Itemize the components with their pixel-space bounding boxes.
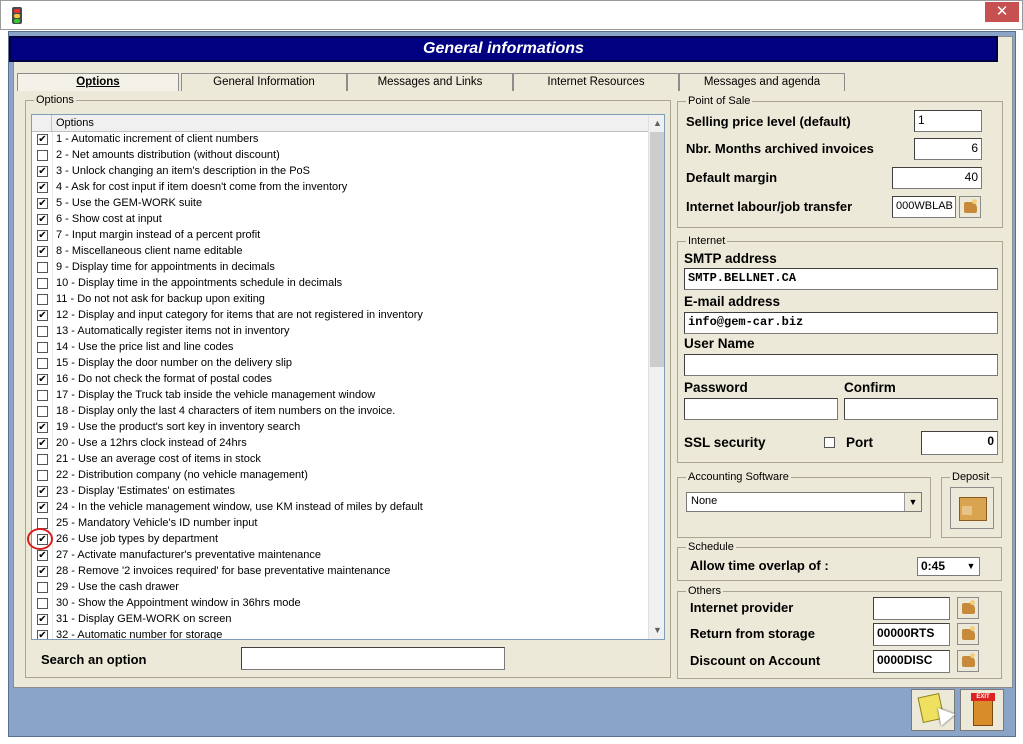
option-label: 24 - In the vehicle management window, use KM instead of miles by default [56, 501, 423, 513]
column-divider [52, 372, 53, 388]
overlap-value: 0:45 [921, 559, 946, 573]
column-divider [52, 452, 53, 468]
username-label: User Name [684, 336, 755, 351]
password-field[interactable] [684, 398, 838, 420]
option-label: 31 - Display GEM-WORK on screen [56, 613, 232, 625]
column-divider [52, 196, 53, 212]
column-divider [52, 164, 53, 180]
tab-bar [17, 73, 857, 91]
option-label: 6 - Show cost at input [56, 213, 162, 225]
option-label: 20 - Use a 12hrs clock instead of 24hrs [56, 437, 247, 449]
option-label: 4 - Ask for cost input if item doesn't come from the inventory [56, 181, 348, 193]
list-item[interactable] [32, 308, 648, 324]
list-item[interactable] [32, 180, 648, 196]
discount-lookup-button[interactable] [957, 650, 979, 672]
column-divider [52, 180, 53, 196]
option-label: 10 - Display time in the appointments schedule in decimals [56, 277, 343, 289]
option-checkbox[interactable]: ✔ [38, 550, 47, 561]
column-divider [52, 356, 53, 372]
option-checkbox[interactable] [37, 342, 48, 353]
list-item[interactable] [32, 148, 648, 164]
discount-label: Discount on Account [690, 653, 821, 668]
list-item[interactable] [32, 164, 648, 180]
ssl-label: SSL security [684, 435, 766, 450]
pointing-hand-icon [962, 629, 975, 640]
list-item[interactable] [32, 244, 648, 260]
column-divider [52, 276, 53, 292]
option-label: 16 - Do not check the format of postal codes [56, 373, 272, 385]
username-field[interactable] [684, 354, 998, 376]
tab-options[interactable]: Options [17, 73, 179, 91]
accounting-software-select[interactable] [686, 492, 922, 512]
option-label: 8 - Miscellaneous client name editable [56, 245, 243, 257]
column-divider [52, 308, 53, 324]
tab-general-information[interactable]: General Information [181, 73, 347, 91]
column-divider [52, 500, 53, 516]
list-item[interactable] [32, 260, 648, 276]
password-label: Password [684, 380, 748, 395]
option-label: 14 - Use the price list and line codes [56, 341, 234, 353]
option-checkbox[interactable]: ✔ [38, 438, 47, 449]
list-item[interactable] [32, 212, 648, 228]
option-checkbox[interactable]: ✔ [38, 502, 47, 513]
list-item[interactable] [32, 484, 648, 500]
column-divider [52, 516, 53, 532]
email-label: E-mail address [684, 294, 781, 309]
ssl-checkbox[interactable] [824, 437, 835, 448]
option-checkbox[interactable] [37, 598, 48, 609]
column-divider [52, 596, 53, 612]
option-checkbox[interactable]: ✔ [38, 166, 47, 177]
window-titlebar [0, 0, 1023, 30]
option-checkbox[interactable]: ✔ [38, 422, 47, 433]
option-checkbox[interactable]: ✔ [38, 246, 47, 257]
list-item[interactable] [32, 196, 648, 212]
options-column-header: Options [56, 117, 94, 129]
option-checkbox[interactable] [37, 390, 48, 401]
selling-price-field[interactable]: 1 [914, 110, 982, 132]
provider-field[interactable] [873, 597, 950, 620]
list-item[interactable] [32, 388, 648, 404]
list-item[interactable] [32, 564, 648, 580]
pointing-hand-icon [964, 202, 977, 213]
column-divider [52, 292, 53, 308]
close-button[interactable]: ✕ [985, 2, 1019, 22]
box-icon [959, 497, 987, 521]
provider-label: Internet provider [690, 600, 794, 615]
schedule-legend: Schedule [688, 541, 734, 553]
column-divider [52, 580, 53, 596]
option-label: 5 - Use the GEM-WORK suite [56, 197, 203, 209]
chevron-down-icon: ▼ [963, 558, 979, 575]
scroll-down-icon[interactable]: ▼ [653, 625, 662, 635]
option-checkbox[interactable]: ✔ [38, 230, 47, 241]
option-checkbox[interactable] [37, 358, 48, 369]
list-item[interactable] [32, 596, 648, 612]
overlap-select[interactable] [917, 557, 980, 576]
option-checkbox[interactable]: ✔ [38, 310, 47, 321]
column-divider [52, 404, 53, 420]
column-divider [52, 420, 53, 436]
list-item[interactable] [32, 500, 648, 516]
option-checkbox[interactable] [37, 470, 48, 481]
column-divider [52, 388, 53, 404]
option-checkbox[interactable] [37, 454, 48, 465]
highlight-circle [27, 528, 53, 550]
chevron-down-icon: ▼ [904, 493, 921, 511]
overlap-label: Allow time overlap of : [690, 558, 829, 573]
options-list [31, 114, 665, 640]
list-item[interactable] [32, 548, 648, 564]
labour-transfer-lookup-button[interactable] [959, 196, 981, 218]
pointing-hand-icon [962, 656, 975, 667]
confirm-label: Confirm [844, 380, 896, 395]
search-input[interactable] [241, 647, 505, 670]
column-divider [52, 340, 53, 356]
option-checkbox[interactable] [37, 262, 48, 273]
option-label: 21 - Use an average cost of items in stock [56, 453, 261, 465]
list-item[interactable] [32, 468, 648, 484]
provider-lookup-button[interactable] [957, 597, 979, 619]
column-divider [52, 324, 53, 340]
port-label: Port [846, 435, 873, 450]
option-label: 2 - Net amounts distribution (without discount) [56, 149, 280, 161]
save-button[interactable] [911, 689, 955, 731]
smtp-label: SMTP address [684, 251, 777, 266]
option-label: 7 - Input margin instead of a percent profit [56, 229, 261, 241]
column-divider [52, 436, 53, 452]
exit-sign: EXIT [971, 693, 995, 701]
list-item[interactable] [32, 324, 648, 340]
column-divider [52, 484, 53, 500]
list-item[interactable] [32, 612, 648, 628]
option-label: 18 - Display only the last 4 characters of item numbers on the invoice. [56, 405, 396, 417]
options-scrollbar[interactable] [648, 115, 665, 639]
option-checkbox[interactable] [37, 582, 48, 593]
storage-field[interactable]: 00000RTS [873, 623, 950, 646]
column-divider [52, 212, 53, 228]
option-checkbox[interactable]: ✔ [38, 566, 47, 577]
accounting-legend: Accounting Software [688, 471, 789, 483]
option-label: 1 - Automatic increment of client numbers [56, 133, 259, 145]
tab-messages-and-links[interactable]: Messages and Links [347, 73, 513, 91]
options-group-legend: Options [36, 94, 74, 106]
tab-messages-and-agenda[interactable]: Messages and agenda [679, 73, 845, 91]
discount-field[interactable]: 0000DISC [873, 650, 950, 673]
email-field[interactable]: info@gem-car.biz [684, 312, 998, 334]
list-item[interactable] [32, 356, 648, 372]
column-divider [52, 132, 53, 148]
column-divider [52, 628, 53, 640]
list-item[interactable] [32, 132, 648, 148]
option-checkbox[interactable] [37, 294, 48, 305]
option-checkbox[interactable]: ✔ [38, 374, 47, 385]
option-label: 13 - Automatically register items not in inventory [56, 325, 290, 337]
option-label: 9 - Display time for appointments in decimals [56, 261, 275, 273]
default-margin-label: Default margin [686, 170, 778, 185]
option-checkbox[interactable]: ✔ [38, 630, 47, 640]
list-item[interactable] [32, 292, 648, 308]
option-checkbox[interactable] [37, 326, 48, 337]
port-field[interactable]: 0 [921, 431, 998, 455]
months-archived-label: Nbr. Months archived invoices [686, 141, 874, 156]
storage-lookup-button[interactable] [957, 623, 979, 645]
options-list-header [32, 115, 648, 132]
exit-button[interactable] [960, 689, 1004, 731]
storage-label: Return from storage [690, 626, 815, 641]
option-label: 26 - Use job types by department [56, 533, 219, 545]
option-label: 15 - Display the door number on the delivery slip [56, 357, 293, 369]
option-label: 28 - Remove '2 invoices required' for base preventative maintenance [56, 565, 391, 577]
page-title: General informations [9, 36, 998, 62]
column-divider [52, 228, 53, 244]
option-label: 29 - Use the cash drawer [56, 581, 179, 593]
option-checkbox[interactable]: ✔ [38, 214, 47, 225]
option-checkbox[interactable]: ✔ [38, 534, 47, 545]
default-margin-field[interactable]: 40 [892, 167, 982, 189]
deposit-button[interactable] [950, 487, 994, 529]
option-checkbox[interactable]: ✔ [38, 614, 47, 625]
tab-internet-resources[interactable]: Internet Resources [513, 73, 679, 91]
list-item[interactable] [32, 420, 648, 436]
list-item[interactable] [32, 372, 648, 388]
column-divider [52, 468, 53, 484]
option-checkbox[interactable]: ✔ [38, 134, 47, 145]
list-item[interactable] [32, 276, 648, 292]
option-checkbox[interactable]: ✔ [38, 486, 47, 497]
option-checkbox[interactable] [37, 150, 48, 161]
list-item[interactable] [32, 404, 648, 420]
option-label: 32 - Automatic number for storage [56, 629, 223, 640]
selling-price-label: Selling price level (default) [686, 114, 851, 129]
list-item[interactable] [32, 516, 648, 532]
scroll-up-icon[interactable]: ▲ [653, 118, 662, 128]
deposit-legend: Deposit [952, 471, 990, 483]
others-legend: Others [688, 585, 722, 597]
option-label: 23 - Display 'Estimates' on estimates [56, 485, 236, 497]
option-label: 19 - Use the product's sort key in inventory search [56, 421, 301, 433]
option-label: 11 - Do not not ask for backup upon exiting [56, 293, 265, 305]
internet-legend: Internet [688, 235, 726, 247]
list-item[interactable] [32, 628, 648, 640]
labour-transfer-field[interactable]: 000WBLAB [892, 196, 956, 218]
list-item[interactable] [32, 228, 648, 244]
list-item[interactable] [32, 532, 648, 548]
option-checkbox[interactable]: ✔ [38, 182, 47, 193]
traffic-light-icon [12, 7, 22, 24]
confirm-field[interactable] [844, 398, 998, 420]
column-divider [52, 612, 53, 628]
checkbox-column-header [32, 115, 52, 131]
option-label: 25 - Mandatory Vehicle's ID number input [56, 517, 258, 529]
option-label: 22 - Distribution company (no vehicle management) [56, 469, 308, 481]
list-item[interactable] [32, 436, 648, 452]
search-label: Search an option [41, 652, 147, 667]
option-checkbox[interactable] [37, 278, 48, 289]
list-item[interactable] [32, 580, 648, 596]
labour-transfer-label: Internet labour/job transfer [686, 199, 853, 214]
column-divider [52, 564, 53, 580]
option-checkbox[interactable]: ✔ [38, 198, 47, 209]
list-item[interactable] [32, 340, 648, 356]
option-label: 30 - Show the Appointment window in 36hrs mode [56, 597, 301, 609]
smtp-field[interactable]: SMTP.BELLNET.CA [684, 268, 998, 290]
months-archived-field[interactable]: 6 [914, 138, 982, 160]
column-divider [52, 260, 53, 276]
option-label: 12 - Display and input category for items that are not registered in inventory [56, 309, 423, 321]
pointing-hand-icon [962, 603, 975, 614]
list-item[interactable] [32, 452, 648, 468]
scrollbar-thumb[interactable] [650, 132, 665, 367]
point-of-sale-legend: Point of Sale [688, 95, 751, 107]
column-divider [52, 244, 53, 260]
option-label: 17 - Display the Truck tab inside the vehicle management window [56, 389, 376, 401]
accounting-selected-value: None [691, 495, 718, 507]
column-divider [52, 148, 53, 164]
column-divider [52, 548, 53, 564]
option-checkbox[interactable] [37, 406, 48, 417]
option-label: 27 - Activate manufacturer's preventative maintenance [56, 549, 322, 561]
option-label: 3 - Unlock changing an item's description in the PoS [56, 165, 311, 177]
